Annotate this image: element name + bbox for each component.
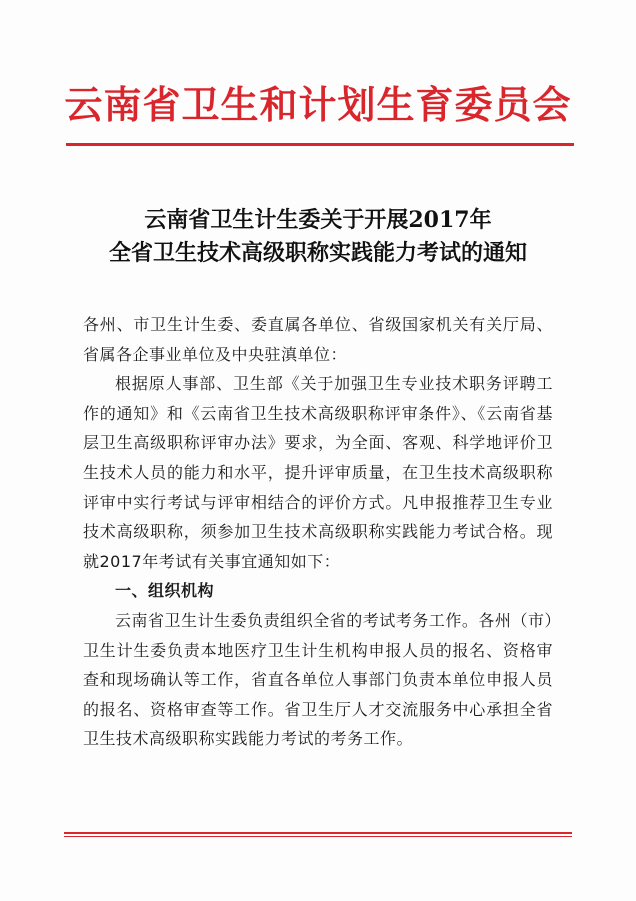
letterhead-red-rule	[66, 143, 574, 146]
paragraph-intro: 根据原人事部、卫生部《关于加强卫生专业技术职务评聘工作的通知》和《云南省卫生技术高级职称评审条件》、《云南省基层卫生高级职称评审办法》要求，为全面、客观、科学地评价卫生技术人员的能力和水平，提升评审质量，在卫生技术高级职称评审中实行考试与评审相结合的评价方式。凡申报推荐卫生专业技术高级职称，须参加卫生技术高级职称实践能力考试合格。现就2017年考试有关事宜通知如下：	[83, 374, 553, 571]
document-title	[0, 204, 636, 270]
document-body	[83, 310, 553, 754]
footer-red-rule-thin	[64, 836, 572, 837]
title-line-2: 全省卫生技术高级职称实践能力考试的通知	[108, 240, 527, 266]
section-heading-organization: 一、组织机构	[115, 581, 215, 601]
letterhead-org-name: 云南省卫生和计划生育委员会	[64, 82, 572, 127]
salutation: 各州、市卫生计生委、委直属各单位、省级国家机关有关厅局、省属各企事业单位及中央驻滇单位：	[83, 315, 553, 364]
paragraph-organization: 云南省卫生计生委负责组织全省的考试考务工作。各州（市）卫生计生委负责本地医疗卫生计生机构申报人员的报名、资格审查和现场确认等工作，省直各单位人事部门负责本单位申报人员的报名、资格审查等工作。省卫生厅人才交流服务中心承担全省卫生技术高级职称实践能力考试的考务工作。	[83, 610, 553, 749]
title-line-1: 云南省卫生计生委关于开展2017年	[144, 207, 492, 233]
footer-red-rule	[64, 832, 572, 834]
